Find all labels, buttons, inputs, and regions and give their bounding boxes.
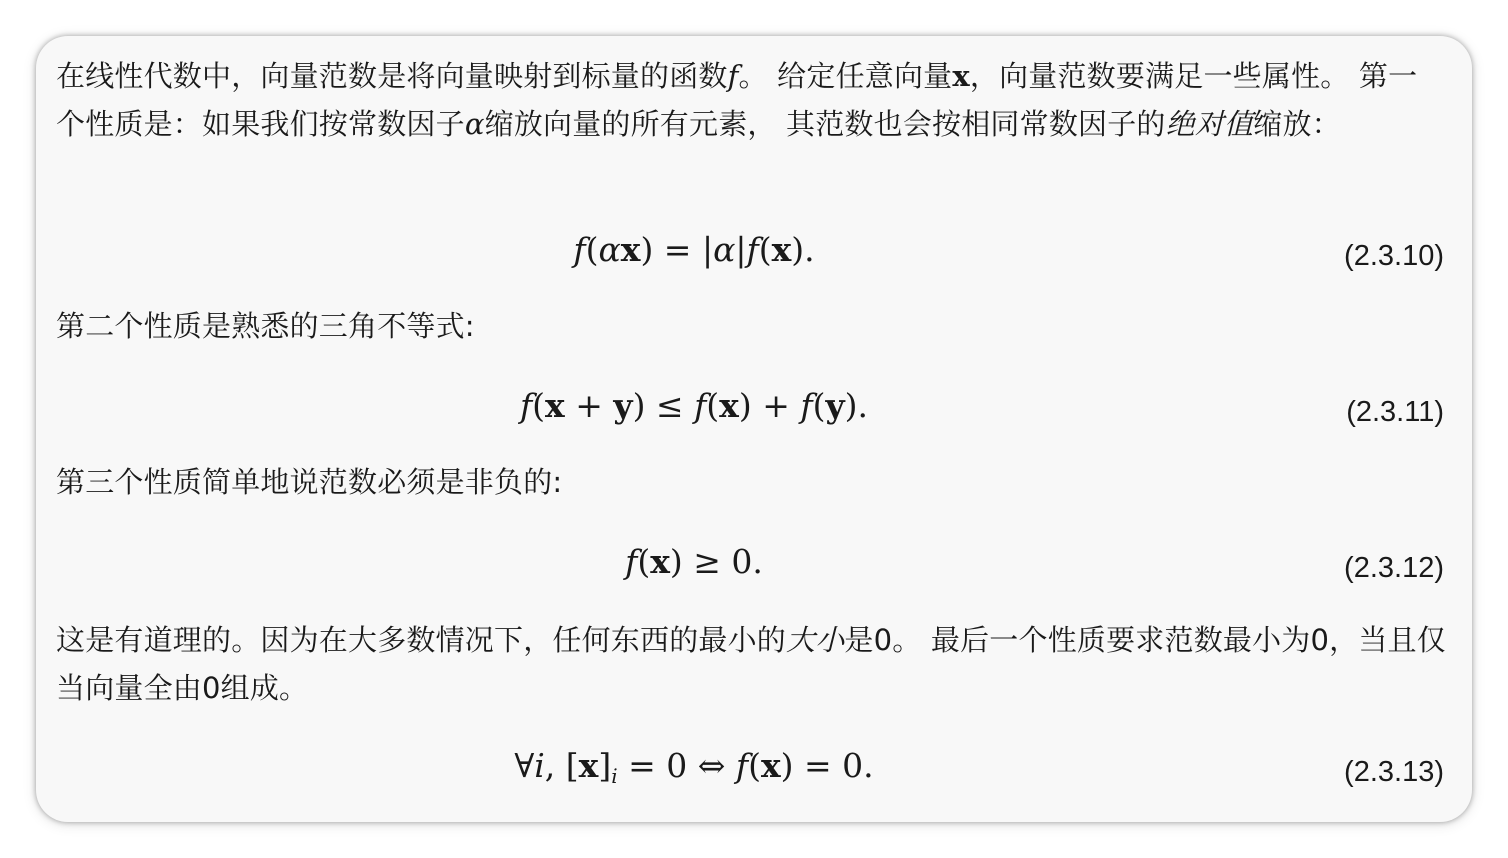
- paragraph-non-negative: 第三个性质简单地说范数必须是非负的:: [56, 465, 563, 499]
- paragraph-norm-definition: [56, 52, 1446, 148]
- text-segment: 是0。 最后一个性质要求范数最小为0，当且仅当向量全由0组成。: [56, 623, 1446, 705]
- equation-2-3-11: f(x + y) ≤ f(x) + f(y).: [519, 386, 869, 425]
- paragraph-triangle-inequality: 第二个性质是熟悉的三角不等式:: [56, 309, 475, 343]
- math-symbol-x: x: [952, 59, 970, 93]
- math-symbol-f: f: [727, 59, 739, 93]
- paragraph-zero-norm: [56, 616, 1446, 712]
- text-segment: 这是有道理的。因为在大多数情况下，任何东西的最小的: [56, 623, 787, 657]
- text-segment: 。 给定任意向量: [738, 59, 953, 93]
- text-segment: 缩放：: [1253, 107, 1341, 141]
- text-segment: 在线性代数中，向量范数是将向量映射到标量的函数: [56, 59, 728, 93]
- equation-number: (2.3.13): [1344, 756, 1444, 788]
- equation-2-3-10: f(αx) = |α|f(x).: [573, 230, 815, 269]
- equation-2-3-12: f(x) ≥ 0.: [625, 542, 763, 581]
- equation-number: (2.3.10): [1344, 240, 1444, 272]
- emphasis-size: 大小: [786, 623, 845, 657]
- text-segment: ，向量范数要满足一些属性。 第一个性质是：如果我们按常数因子: [56, 59, 1418, 141]
- equation-2-3-13: ∀i, $[x]_i = 0$ ⇔ f(x) = 0.: [514, 746, 874, 788]
- content-card: [36, 36, 1472, 822]
- equation-number: (2.3.12): [1344, 552, 1444, 584]
- emphasis-absolute-value: 绝对值: [1165, 107, 1254, 141]
- math-symbol-alpha: α: [464, 107, 485, 141]
- text-segment: 缩放向量的所有元素， 其范数也会按相同常数因子的: [484, 107, 1166, 141]
- equation-number: (2.3.11): [1346, 396, 1444, 428]
